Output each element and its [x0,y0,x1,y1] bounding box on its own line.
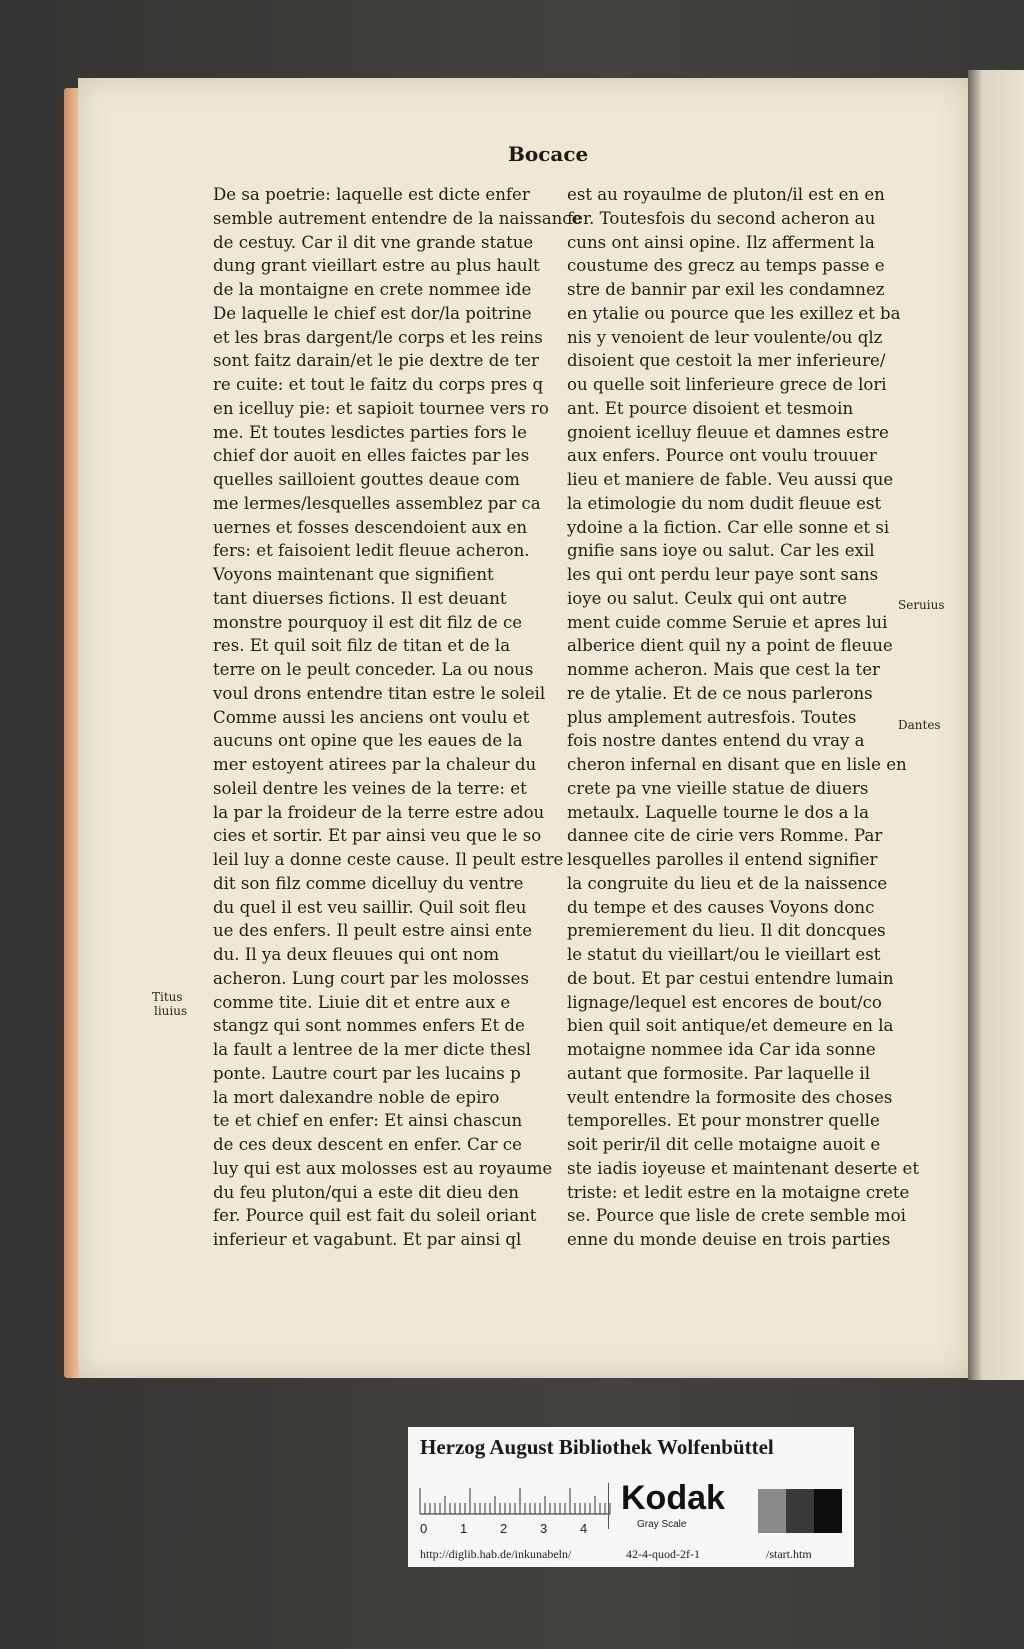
text-line: aux enfers. Pource ont voulu trouuer [567,446,877,466]
text-line: De laquelle le chief est dor/la poitrine [213,303,532,323]
text-line: du. Il ya deux fleuues qui ont nom [213,945,500,964]
text-line: plus amplement autresfois. Toutes [567,707,857,727]
gray-patch [786,1489,814,1533]
text-line: re de ytalie. Et de ce nous parlerons [567,683,873,703]
text-line: ioye ou salut. Ceulx qui ont autre [567,588,847,608]
text-line: la fault a lentree de la mer dicte thesl [213,1040,531,1059]
ruler-number: 2 [500,1521,508,1536]
text-line: le statut du vieillart/ou le vieillart est [567,945,881,964]
text-line: fers: et faisoient ledit fleuue acheron. [213,541,530,561]
gray-scale-patches [758,1489,842,1533]
text-line: du quel il est veu saillir. Quil soit fleu [213,897,527,917]
ruler-number: 4 [580,1521,588,1536]
text-line: motaigne nommee ida Car ida sonne [567,1040,876,1059]
text-line: aucuns ont opine que les eaues de la [213,731,523,751]
text-line: nis y venoient de leur voulente/ou qlz [567,327,883,347]
text-line: du tempe et des causes Voyons donc [567,897,875,917]
text-line: fer. Pource quil est fait du soleil oriant [213,1206,537,1226]
text-line: te et chief en enfer: Et ainsi chascun [213,1111,523,1131]
text-line: cheron infernal en disant que en lisle en [567,755,907,774]
text-line: nomme acheron. Mais que cest la ter [567,660,880,679]
target-start: /start.htm [766,1547,812,1561]
text-line: ant. Et pource disoient et tesmoin [567,398,854,418]
text-line: la par la froideur de la terre estre adou [213,802,545,822]
text-line: res. Et quil soit filz de titan et de la [213,636,511,656]
text-line: soit perir/il dit celle motaigne auoit e [567,1135,881,1154]
text-line: de ces deux descent en enfer. Car ce [213,1135,522,1154]
gray-patch [758,1489,786,1533]
text-line: inferieur et vagabunt. Et par ainsi ql [213,1230,522,1249]
target-url: http://diglib.hab.de/inkunabeln/ [420,1547,572,1561]
text-line: Voyons maintenant que signifient [213,565,494,584]
text-line: coustume des grecz au temps passe e [567,256,885,276]
text-line: se. Pource que lisle de crete semble moi [567,1206,906,1226]
text-line: lieu et maniere de fable. Veu aussi que [567,470,894,489]
text-line: disoient que cestoit la mer inferieure/ [567,351,886,371]
text-line: Comme aussi les anciens ont voulu et [213,707,530,727]
color-calibration-target [408,1427,854,1567]
text-line: stangz qui sont nommes enfers Et de [213,1016,525,1036]
facing-page-strip [968,70,1024,1380]
text-line: cies et sortir. Et par ainsi veu que le so [213,826,542,846]
text-line: la etimologie du nom dudit fleuue est [567,493,882,513]
ruler-number: 0 [420,1521,428,1536]
margin-note-dantes: Dantes [898,718,941,732]
text-line: stre de bannir par exil les condamnez [567,280,885,299]
text-line: voul drons entendre titan estre le soleil [213,683,546,703]
text-line: monstre pourquoy il est dit filz de ce [213,612,523,632]
text-line: dung grant vieillart estre au plus hault [213,256,540,276]
text-line: me. Et toutes lesdictes parties fors le [213,422,527,442]
text-line: en ytalie ou pource que les exillez et ba [567,303,901,323]
text-line: lesquelles parolles il entend signifier [567,850,878,869]
text-line: gnoient icelluy fleuue et damnes estre [567,422,889,442]
ruler-scale [420,1487,610,1515]
text-line: luy qui est aux molosses est au royaume [213,1158,553,1178]
text-line: chief dor auoit en elles faictes par les [213,446,530,466]
text-line: fois nostre dantes entend du vray a [567,731,865,751]
text-line: sont faitz darain/et le pie dextre de ter [213,351,539,371]
text-line: veult entendre la formosite des choses [567,1087,893,1107]
margin-note-titus: Titus [152,990,183,1004]
text-line: terre on le peult conceder. La ou nous [213,660,534,679]
text-line: de bout. Et par cestui entendre lumain [567,968,894,988]
text-line: quelles sailloient gouttes deaue com [213,470,520,489]
gray-patch [814,1489,842,1533]
text-line: en icelluy pie: et sapioit tournee vers ro [213,398,549,418]
text-line: lignage/lequel est encores de bout/co [567,992,882,1012]
text-line: ue des enfers. Il peult estre ainsi ente [213,921,533,941]
left-text-column [213,183,582,1252]
text-line: ou quelle soit linferieure grece de lori [567,375,887,394]
text-line: metaulx. Laquelle tourne le dos a la [567,802,870,822]
target-shelfmark: 42-4-quod-2f-1 [626,1547,700,1561]
text-line: de cestuy. Car il dit vne grande statue [213,232,534,252]
text-line: les qui ont perdu leur paye sont sans [567,565,879,584]
ruler-number: 3 [540,1521,548,1536]
text-line: crete pa vne vieille statue de diuers [567,778,869,798]
text-line: alberice dient quil ny a point de fleuue [567,636,893,656]
gray-scale-label: Gray Scale [637,1519,687,1530]
text-line: de la montaigne en crete nommee ide [213,280,532,299]
text-line: enne du monde deuise en trois parties [567,1230,891,1249]
kodak-label [608,1479,725,1530]
text-line: la congruite du lieu et de la naissence [567,873,888,893]
right-text-column [567,183,920,1252]
running-head: Bocace [508,142,589,166]
ruler-number: 1 [460,1521,468,1536]
text-line: fer. Toutesfois du second acheron au [567,208,876,228]
text-line: re cuite: et tout le faitz du corps pres q [213,375,544,394]
text-line: mer estoyent atirees par la chaleur du [213,755,537,774]
text-line: temporelles. Et pour monstrer quelle [567,1111,880,1131]
text-line: autant que formosite. Par laquelle il [567,1063,870,1083]
text-line: la mort dalexandre noble de epiro [213,1087,500,1107]
text-line: et les bras dargent/le corps et les reins [213,327,543,347]
kodak-logo: Kodak [621,1479,725,1517]
text-line: triste: et ledit estre en la motaigne crete [567,1182,910,1202]
text-line: De sa poetrie: laquelle est dicte enfer [213,185,530,204]
text-line: premierement du lieu. Il dit doncques [567,921,886,941]
margin-note-seruius: Seruius [898,598,945,612]
text-line: comme tite. Liuie dit et entre aux e [213,992,511,1012]
text-line: gnifie sans ioye ou salut. Car les exil [567,541,875,561]
text-line: ponte. Lautre court par les lucains p [213,1063,521,1083]
text-line: soleil dentre les veines de la terre: et [213,778,527,798]
text-line: ment cuide comme Seruie et apres lui [567,612,888,632]
text-line: uernes et fosses descendoient aux en [213,517,528,537]
text-line: leil luy a donne ceste cause. Il peult estre [213,850,564,869]
library-title: Herzog August Bibliothek Wolfenbüttel [420,1435,774,1459]
text-line: est au royaulme de pluton/il est en en [567,185,885,204]
text-line: semble autrement entendre de la naissance [213,208,582,228]
text-line: dit son filz comme dicelluy du ventre [213,873,524,893]
margin-note-liuius: liuius [154,1004,188,1018]
text-line: dannee cite de cirie vers Romme. Par [567,826,883,846]
text-line: du feu pluton/qui a este dit dieu den [213,1182,519,1202]
text-line: ydoine a la fiction. Car elle sonne et si [567,517,890,537]
text-line: cuns ont ainsi opine. Ilz afferment la [567,232,875,252]
text-line: acheron. Lung court par les molosses [213,968,530,988]
text-line: tant diuerses fictions. Il est deuant [213,588,507,608]
text-line: me lermes/lesquelles assemblez par ca [213,493,541,513]
text-line: bien quil soit antique/et demeure en la [567,1016,894,1036]
text-line: ste iadis ioyeuse et maintenant deserte et [567,1158,920,1178]
